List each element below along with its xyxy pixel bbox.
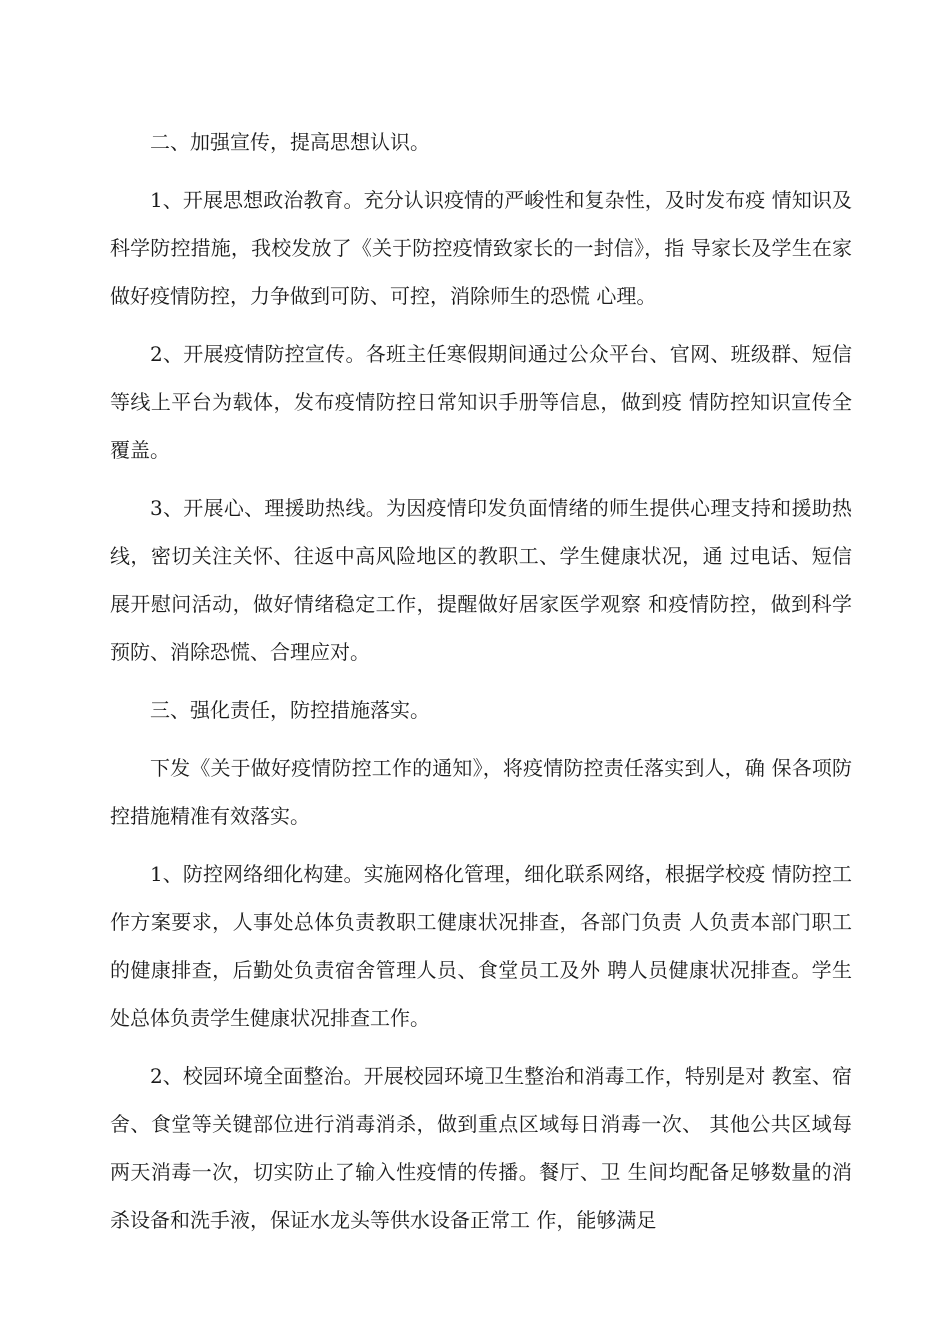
section-heading-2: 二、加强宣传，提高思想认识。 (150, 130, 430, 154)
paragraph-hotline: 3、开展心、理援助热线。为因疫情印发负面情绪的师生提供心理支持和援助热线，密切关注关怀、往返中高风险地区的教职工、学生健康状况，通 过电话、短信展开慰问活动，做好情绪稳定工作，提醒做好居家医学观察 和疫情防控，做到科学预防、消除恐慌、合理应对。 (110, 496, 852, 664)
paragraph-network: 1、防控网络细化构建。实施网格化管理，细化联系网络，根据学校疫 情防控工作方案要求，人事处总体负责教职工健康状况排查，各部门负责 人负责本部门职工的健康排查，后勤处负责宿舍管理人员、食堂员工及外 聘人员健康状况排查。学生处总体负责学生健康状况排查工作。 (110, 862, 852, 1030)
paragraph-notice: 下发《关于做好疫情防控工作的通知》，将疫情防控责任落实到人，确 保各项防控措施精准有效落实。 (110, 756, 852, 828)
section-heading-3: 三、强化责任，防控措施落实。 (150, 698, 430, 722)
paragraph-campus-environment: 2、校园环境全面整治。开展校园环境卫生整治和消毒工作，特别是对 教室、宿舍、食堂等关键部位进行消毒消杀，做到重点区域每日消毒一次、 其他公共区域每两天消毒一次，切实防止了输入性疫情的传播。餐厅、卫 生间均配备足够数量的消杀设备和洗手液，保证水龙头等供水设备正常工 作，能够满足 (110, 1064, 852, 1232)
paragraph-publicity: 2、开展疫情防控宣传。各班主任寒假期间通过公众平台、官网、班级群、短信等线上平台为载体，发布疫情防控日常知识手册等信息，做到疫 情防控知识宣传全覆盖。 (110, 342, 852, 462)
document-page (110, 118, 852, 1254)
paragraph-ideological-education: 1、开展思想政治教育。充分认识疫情的严峻性和复杂性，及时发布疫 情知识及科学防控措施，我校发放了《关于防控疫情致家长的一封信》，指 导家长及学生在家做好疫情防控，力争做到可防、可控，消除师生的恐慌 心理。 (110, 188, 852, 308)
